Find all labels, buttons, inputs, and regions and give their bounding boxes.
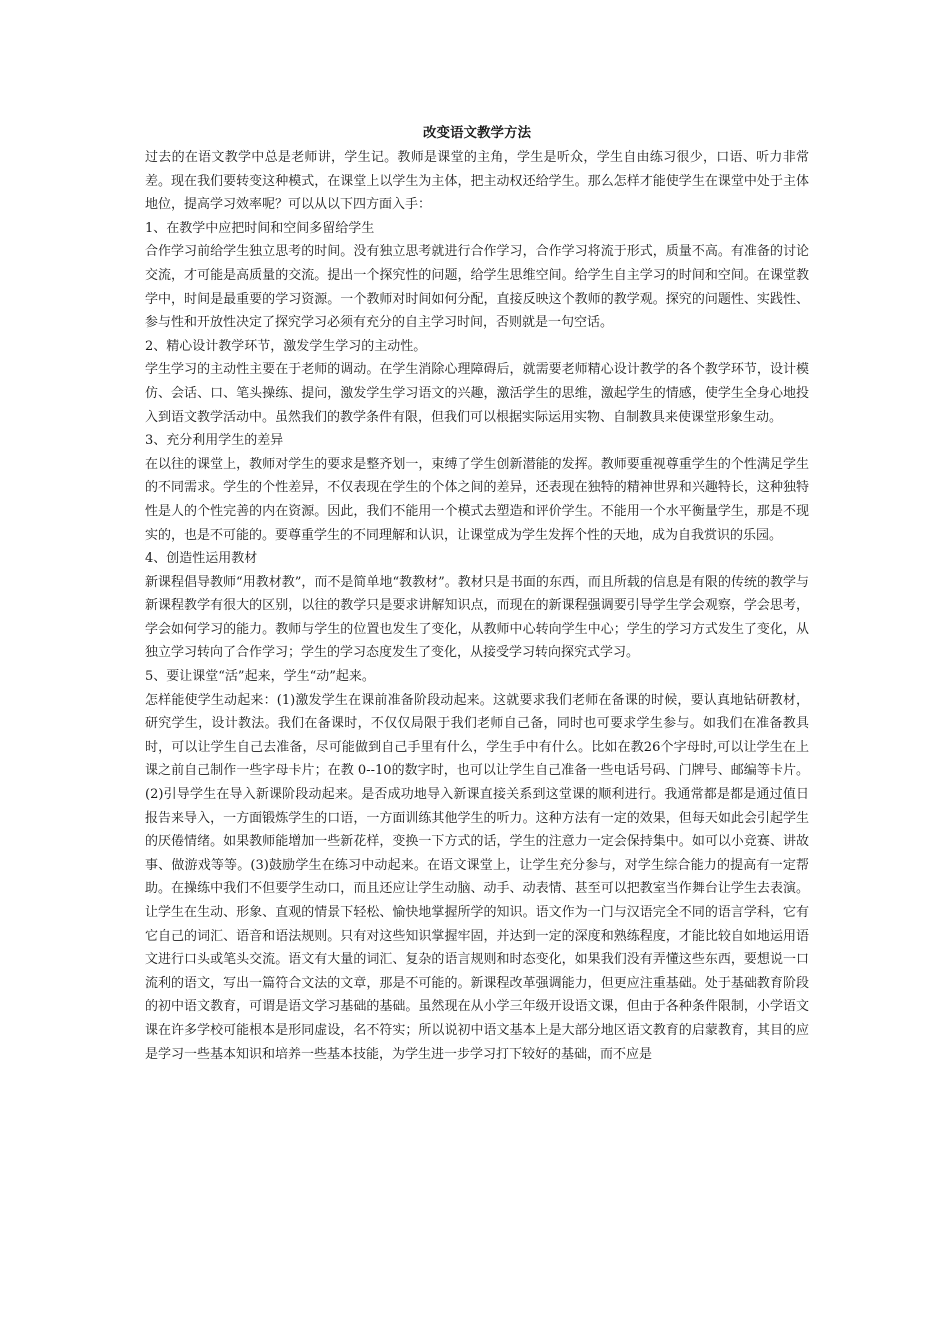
- section-2-heading: 2、精心设计教学环节，激发学生学习的主动性。: [145, 338, 427, 354]
- section-4-heading: 4、创造性运用教材: [145, 551, 258, 567]
- section-2-body: 学生学习的主动性主要在于老师的调动。在学生消除心理障碍后，就需要老师精心设计教学的各个教学环节，设计模仿、会话、口、笔头操练、提问，激发学生学习语文的兴趣，激活学生的思维，激起学生的情感，使学生全身心地投入到语文教学活动中。虽然我们的教学条件有限，但我们可以根据实际运用实物、自制教具来使课堂形象生动。: [145, 362, 809, 425]
- section-5-body: 怎样能使学生动起来：(1)激发学生在课前准备阶段动起来。这就要求我们老师在备课的时候，要认真地钻研教材，研究学生，设计教法。我们在备课时，不仅仅局限于我们老师自己备，同时也可要求学生参与。如我们在准备教具时，可以让学生自己去准备，尽可能做到自己手里有什么，学生手中有什么。比如在教26个字母时,可以让学生在上课之前自己制作一些字母卡片；在教 0--10的数字时，也可以让学生自己准备一些电话号码、门牌号、邮编等卡片。(2)引导学生在导入新课阶段动起来。是否成功地导入新课直接关系到这堂课的顺利进行。我通常都是都是通过值日报告来导入，一方面锻炼学生的口语，一方面训练其他学生的听力。这种方法有一定的效果，但每天如此会引起学生的厌倦情绪。如果教师能增加一些新花样，变换一下方式的话，学生的注意力一定会保持集中。如可以小竞赛、讲故事、做游戏等等。(3)鼓励学生在练习中动起来。在语文课堂上，让学生充分参与，对学生综合能力的提高有一定帮助。在操练中我们不但要学生动口，而且还应让学生动脑、动手、动表情、甚至可以把教室当作舞台让学生去表演。让学生在生动、形象、直观的情景下轻松、愉快地掌握所学的知识。语文作为一门与汉语完全不同的语言学科，它有它自己的词汇、语音和语法规则。只有对这些知识掌握牢固，并达到一定的深度和熟练程度，才能比较自如地运用语文进行口头或笔头交流。语文有大量的词汇、复杂的语言规则和时态变化，如果我们没有弄懂这些东西，要想说一口流利的语文，写出一篇符合文法的文章，那是不可能的。新课程改革强调能力，但更应注重基础。处于基础教育阶段的初中语文教育，可谓是语文学习基础的基础。虽然现在从小学三年级开设语文课，但由于各种条件限制，小学语文课在许多学校可能根本是形同虚设，名不符实；所以说初中语文基本上是大部分地区语文教育的启蒙教育，其目的应是学习一些基本知识和培养一些基本技能，为学生进一步学习打下较好的基础，而不应是: [145, 692, 809, 1062]
- document-title: 改变语文教学方法: [423, 125, 531, 141]
- document-page: [145, 122, 809, 1066]
- section-3-heading: 3、充分利用学生的差异: [145, 433, 284, 449]
- section-1-heading: 1、在教学中应把时间和空间多留给学生: [145, 220, 375, 236]
- intro-paragraph: 过去的在语文教学中总是老师讲，学生记。教师是课堂的主角，学生是听众，学生自由练习很少，口语、听力非常差。现在我们要转变这种模式，在课堂上以学生为主体，把主动权还给学生。那么怎样才能使学生在课堂中处于主体地位，提高学习效率呢？可以从以下四方面入手：: [145, 150, 809, 213]
- section-3-body: 在以往的课堂上，教师对学生的要求是整齐划一，束缚了学生创新潜能的发挥。教师要重视尊重学生的个性满足学生的不同需求。学生的个性差异，不仅表现在学生的个体之间的差异，还表现在独特的精神世界和兴趣特长，这种独特性是人的个性完善的内在资源。因此，我们不能用一个模式去塑造和评价学生。不能用一个水平衡量学生，那是不现实的，也是不可能的。要尊重学生的不同理解和认识，让课堂成为学生发挥个性的天地，成为自我赏识的乐园。: [145, 456, 809, 543]
- section-1-body: 合作学习前给学生独立思考的时间。没有独立思考就进行合作学习，合作学习将流于形式，质量不高。有准备的讨论交流，才可能是高质量的交流。提出一个探究性的问题，给学生思维空间。给学生自主学习的时间和空间。在课堂教学中，时间是最重要的学习资源。一个教师对时间如何分配，直接反映这个教师的教学观。探究的问题性、实践性、参与性和开放性决定了探究学习必须有充分的自主学习时间，否则就是一句空话。: [145, 244, 809, 331]
- section-5-heading: 5、要让课堂“活”起来，学生“动”起来。: [145, 669, 375, 685]
- section-4-body: 新课程倡导教师“用教材教”，而不是简单地“教教材”。教材只是书面的东西，而且所载的信息是有限的传统的教学与新课程教学有很大的区别，以往的教学只是要求讲解知识点，而现在的新课程强调要引导学生学会观察，学会思考，学会如何学习的能力。教师与学生的位置也发生了变化，从教师中心转向学生中心；学生的学习方式发生了变化，从独立学习转向了合作学习；学生的学习态度发生了变化，从接受学习转向探究式学习。: [145, 574, 809, 661]
